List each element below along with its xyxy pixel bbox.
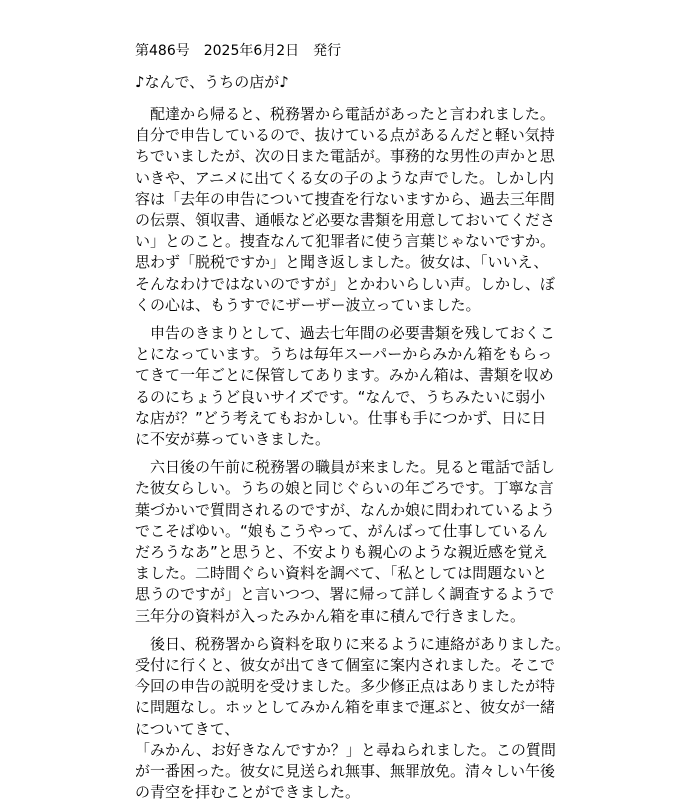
paragraph-line: 配達から帰ると、税務署から電話があったと言われました。 — [135, 105, 555, 123]
paragraph-line: が一番困った。彼女に見送られ無事、無罪放免。清々しい午後 — [135, 762, 556, 781]
paragraph-line: 三年分の資料が入ったみかん箱を車に積んで行きました。 — [135, 606, 526, 625]
paragraph-line: い」とのこと。捜査なんて犯罪者に使う言葉じゃないですか。 — [135, 232, 556, 251]
paragraph-line: の伝票、領収書、通帳など必要な書類を用意しておいてくださ — [135, 211, 556, 230]
paragraph-line: 六日後の午前に税務署の職員が来ました。見ると電話で話し — [135, 458, 556, 477]
paragraph-line: 受付に行くと、彼女が出てきて個室に案内されました。そこで — [135, 656, 556, 675]
paragraph-line: とになっています。うちは毎年スーパーからみかん箱をもらっ — [135, 345, 553, 364]
newsletter-article — [135, 40, 595, 811]
paragraph-line: くの心は、もうすでにザーザー波立っていました。 — [135, 295, 481, 314]
paragraph-line: ました。二時間ぐらい資料を調べて、「私としては問題ないと — [135, 564, 548, 583]
paragraph-line: 自分で申告しているので、抜けている点があるんだと軽い気持 — [135, 126, 555, 145]
article-paragraph — [135, 104, 595, 316]
paragraph-line: ちでいましたが、次の日また電話が。事務的な男性の声かと思 — [135, 147, 555, 166]
article-title: ♪なんで、うちの店が♪ — [135, 73, 289, 91]
paragraph-line: だろうなあ”と思うと、不安よりも親心のような親近感を覚え — [135, 543, 548, 562]
article-paragraph — [135, 634, 595, 804]
paragraph-line: な店が？”どう考えてもおかしい。仕事も手につかず、日に日 — [135, 408, 547, 427]
paragraph-line: でこそばゆい。“娘もこうやって、がんばって仕事しているん — [135, 521, 548, 540]
paragraph-line: てきて一年ごとに保管してあります。みかん箱は、書類を収め — [135, 366, 554, 385]
paragraph-line: 思わず「脱税ですか」と聞き返しました。彼女は、「いいえ、 — [135, 253, 549, 272]
article-paragraph — [135, 457, 595, 627]
paragraph-line: 葉づかいで質問されるのですが、なんか娘に問われているよう — [135, 500, 556, 519]
paragraph-line: るのにちょうど良いサイズです。“なんで、うちみたいに弱小 — [135, 387, 546, 406]
paragraph-line: 「みかん、お好きなんですか？」と尋ねられました。この質問 — [135, 740, 556, 759]
paragraph-line: 後日、税務署から資料を取りに来るように連絡がありました。 — [135, 634, 571, 653]
paragraph-line: 今回の申告の説明を受けました。多少修正点はありましたが特 — [135, 677, 556, 696]
paragraph-line: いきや、アニメに出てくる女の子のような声でした。しかし内 — [135, 168, 554, 187]
paragraph-line: に不安が募っていきました。 — [135, 430, 331, 449]
issue-header: 第486号 2025年6月2日 発行 — [135, 43, 342, 59]
paragraph-line: た彼女らしい。うちの娘と同じぐらいの年ごろです。丁寧な言 — [135, 479, 554, 498]
paragraph-line: に問題なし。ホッとしてみかん箱を車まで運ぶと、彼女が一緒 — [135, 698, 556, 717]
paragraph-line: 容は「去年の申告について捜査を行ないますから、過去三年間 — [135, 189, 555, 208]
article-paragraph — [135, 323, 595, 450]
article-body — [135, 104, 595, 804]
paragraph-line: そんなわけではないのですが」とかわいらしい声。しかし、ぼ — [135, 274, 556, 293]
paragraph-line: 思うのですが」と言いつつ、署に帰って詳しく調査するようで — [135, 585, 555, 604]
paragraph-line: の青空を拝むことができました。 — [135, 783, 361, 802]
paragraph-line: 申告のきまりとして、過去七年間の必要書類を残しておくこ — [135, 324, 555, 343]
paragraph-line: についてきて、 — [135, 719, 240, 738]
